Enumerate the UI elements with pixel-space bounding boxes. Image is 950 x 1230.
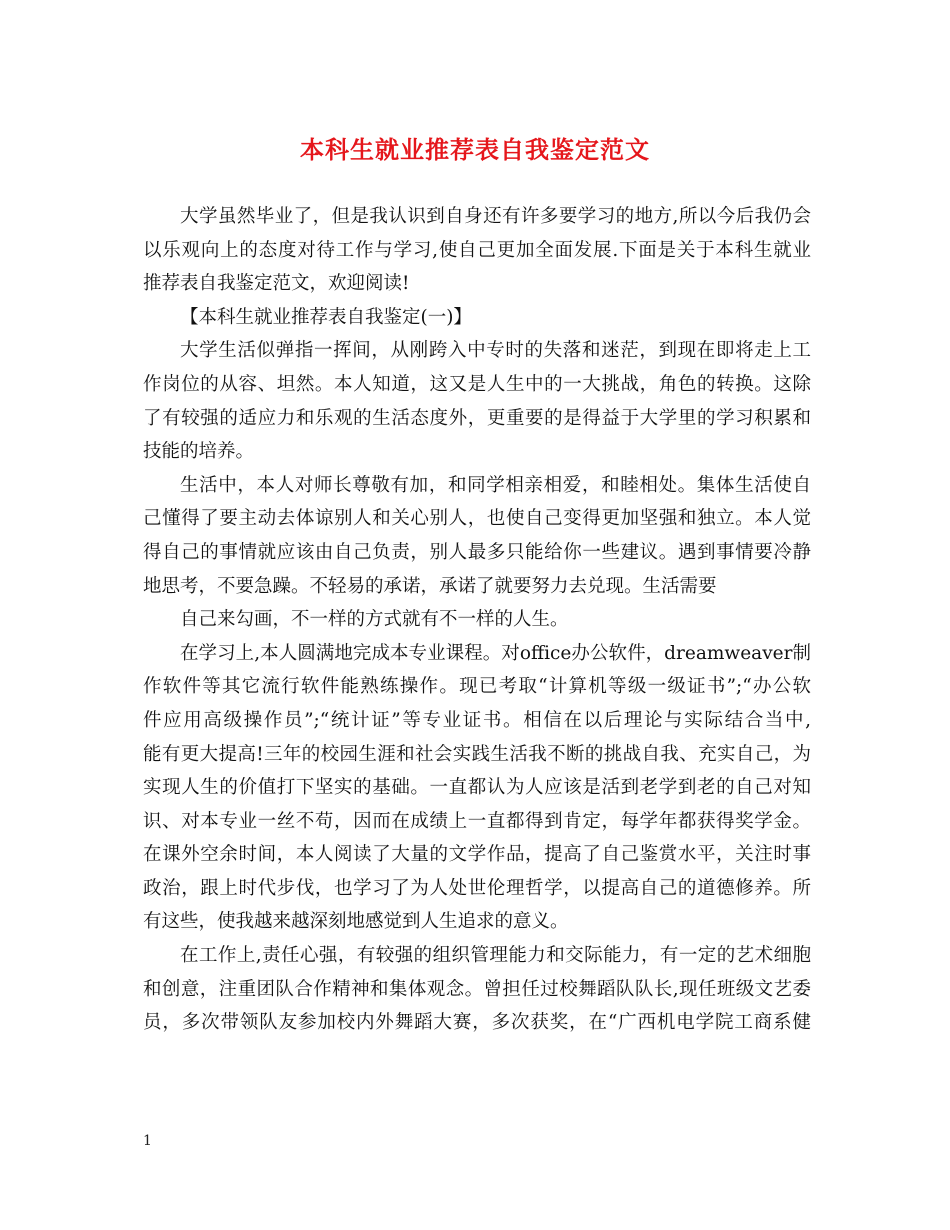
body-text-line: 件应用高级操作员”;“统计证”等专业证书。相信在以后理论与实际结合当中, xyxy=(143,709,811,731)
body-text-line: 识、对本专业一丝不苟，因而在成绩上一直都得到肯定，每学年都获得奖学金。 xyxy=(143,810,811,832)
body-text-line: 大学虽然毕业了，但是我认识到自身还有许多要学习的地方,所以今后我仍会 xyxy=(180,206,811,227)
body-text-line: 大学生活似弹指一挥间，从刚跨入中专时的失落和迷茫，到现在即将走上工 xyxy=(180,340,811,362)
body-text-line: 有这些，使我越来越深刻地感觉到人生追求的意义。 xyxy=(143,911,569,933)
body-text-line: 在学习上,本人圆满地完成本专业课程。对office办公软件，dreamweaver制 xyxy=(180,642,811,664)
body-text-line: 政治，跟上时代步伐，也学习了为人处世伦理哲学，以提高自己的道德修养。所 xyxy=(143,877,811,899)
body-text-line: 生活中，本人对师长尊敬有加，和同学相亲相爱，和睦相处。集体生活使自 xyxy=(180,474,811,496)
body-text-line: 和创意，注重团队合作精神和集体观念。曾担任过校舞蹈队队长,现任班级文艺委 xyxy=(143,978,811,1000)
body-text-line: 得自己的事情就应该由自己负责，别人最多只能给你一些建议。遇到事情要冷静 xyxy=(143,541,811,563)
body-text-line: 能有更大提高!三年的校园生涯和社会实践生活我不断的挑战自我、充实自己，为 xyxy=(143,743,811,765)
body-text-line: 在工作上,责任心强，有较强的组织管理能力和交际能力，有一定的艺术细胞 xyxy=(180,945,811,967)
body-text-line: 地思考，不要急躁。不轻易的承诺，承诺了就要努力去兑现。生活需要 xyxy=(143,575,717,597)
page-number: 1 xyxy=(143,1133,152,1149)
body-text-line: 【本科生就业推荐表自我鉴定(一)】 xyxy=(180,306,472,328)
body-text-line: 员，多次带领队友参加校内外舞蹈大赛，多次获奖，在“广西机电学院工商系健 xyxy=(143,1012,811,1034)
body-text-line: 推荐表自我鉴定范文，欢迎阅读! xyxy=(143,273,410,295)
body-text-line: 在课外空余时间，本人阅读了大量的文学作品，提高了自己鉴赏水平，关注时事 xyxy=(143,844,811,866)
body-text-line: 实现人生的价值打下坚实的基础。一直都认为人应该是活到老学到老的自己对知 xyxy=(143,777,811,799)
body-text-line: 自己来勾画，不一样的方式就有不一样的人生。 xyxy=(180,609,569,631)
body-text-line: 作岗位的从容、坦然。本人知道，这又是人生中的一大挑战，角色的转换。这除 xyxy=(143,373,811,395)
body-text-line: 作软件等其它流行软件能熟练操作。现已考取“计算机等级一级证书”;“办公软 xyxy=(143,676,811,698)
document-title: 本科生就业推荐表自我鉴定范文 xyxy=(300,135,650,164)
document-body xyxy=(143,200,811,1040)
body-text-line: 己懂得了要主动去体谅别人和关心别人，也使自己变得更加坚强和独立。本人觉 xyxy=(143,508,811,530)
body-text-line: 以乐观向上的态度对待工作与学习,使自己更加全面发展.下面是关于本科生就业 xyxy=(143,239,811,261)
body-text-line: 了有较强的适应力和乐观的生活态度外，更重要的是得益于大学里的学习积累和 xyxy=(143,407,811,429)
body-text-line: 技能的培养。 xyxy=(143,441,255,463)
